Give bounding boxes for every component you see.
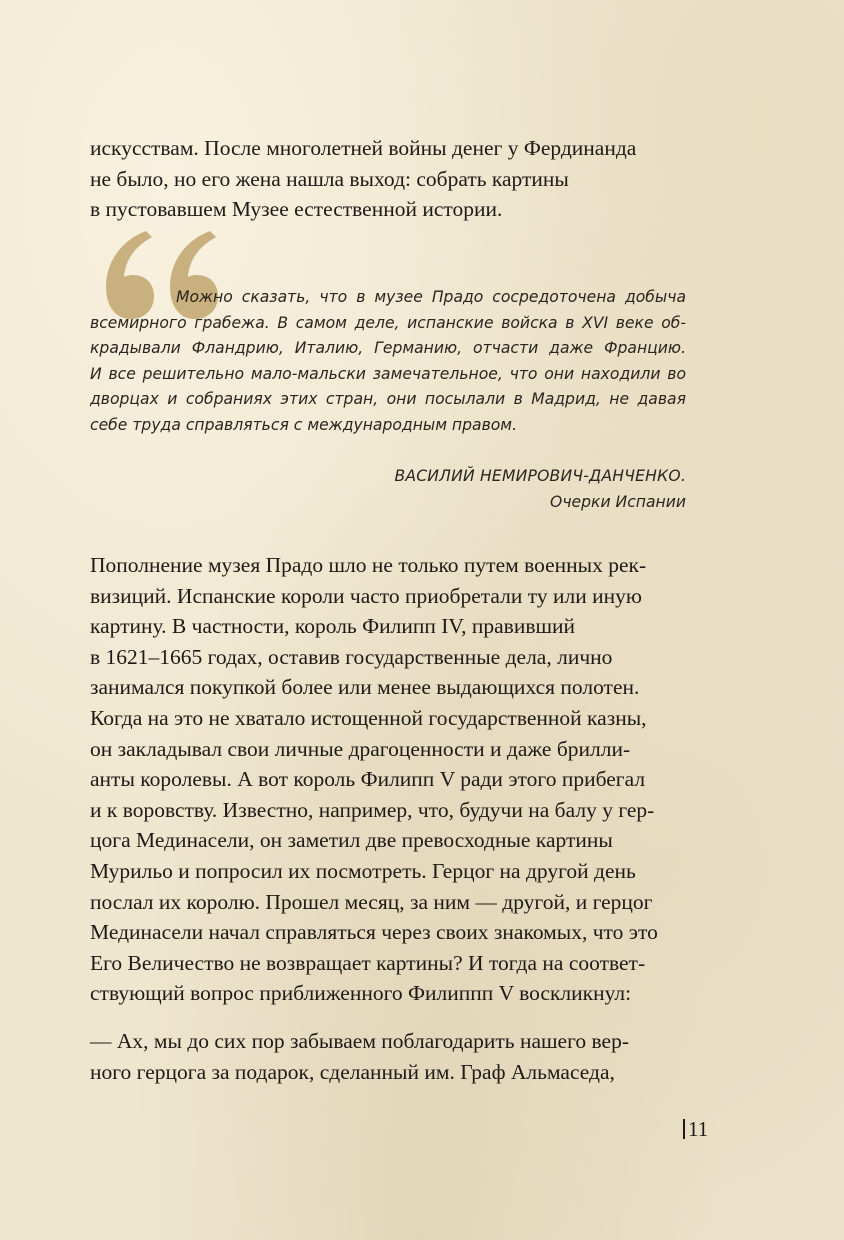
epigraph-line: Можно сказать, что в музее Прадо сосредоточена добыча — [176, 288, 686, 306]
text-line: послал их королю. Прошел месяц, за ним — другой, и герцог — [90, 889, 653, 914]
text-line: картину. В частности, король Филипп IV, правивший — [90, 614, 576, 639]
epigraph-quote — [90, 285, 686, 439]
page-number — [683, 1115, 708, 1143]
text-line: он закладывал свои личные драгоценности и даже брилли- — [90, 736, 631, 761]
epigraph-line: себе труда справляться с международным правом. — [90, 415, 518, 434]
text-line: в 1621–1665 годах, оставив государственные дела, лично — [90, 644, 613, 669]
epigraph-line: крадывали Фландрию, Италию, Германию, отчасти даже Францию. — [90, 339, 686, 358]
dialogue-paragraph — [90, 1026, 690, 1087]
text-line: не было, но его жена нашла выход: собрать картины — [90, 166, 569, 191]
text-line: Мединасели начал справляться через своих знакомых, что это — [90, 920, 658, 945]
epigraph-line: всемирного грабежа. В самом деле, испанские войска в XVI веке об- — [90, 313, 686, 332]
quote-author: ВАСИЛИЙ НЕМИРОВИЧ-ДАНЧЕНКО. — [394, 467, 686, 485]
text-line: цога Мединасели, он заметил две превосходные картины — [90, 828, 613, 853]
text-line: Мурильо и попросил их посмотреть. Герцог на другой день — [90, 858, 636, 883]
text-line: визиций. Испанские короли часто приобретали ту или иную — [90, 583, 642, 608]
text-line: Его Величество не возвращает картины? И тогда на соответ- — [90, 950, 646, 975]
text-line: — Ах, мы до сих пор забываем поблагодарить нашего вер- — [90, 1029, 629, 1053]
text-line: Когда на это не хватало истощенной государственной казны, — [90, 705, 647, 730]
text-line: в пустовавшем Музее естественной истории. — [90, 197, 503, 222]
page-number-divider — [683, 1119, 685, 1139]
text-line: ного герцога за подарок, сделанный им. Граф Альмаседа, — [90, 1059, 615, 1084]
quote-source: Очерки Испании — [550, 493, 686, 511]
epigraph-line: дворцах и собраниях этих стран, они посылали в Мадрид, не давая — [90, 390, 686, 409]
text-line: искусствам. После многолетней войны денег у Фердинанда — [90, 136, 637, 160]
epigraph-attribution — [394, 463, 686, 515]
top-paragraph — [90, 133, 690, 225]
page-number-value: 11 — [688, 1117, 709, 1141]
text-line: анты королевы. А вот король Филипп V ради этого прибегал — [90, 767, 646, 792]
text-line: и к воровству. Известно, например, что, будучи на балу у гер- — [90, 797, 655, 822]
epigraph-line: И все решительно мало-мальски замечательное, что они находили во — [90, 364, 686, 383]
text-line: Пополнение музея Прадо шло не только путем военных рек- — [90, 553, 647, 577]
text-line: ствующий вопрос приближенного Филиппп V воскликнул: — [90, 981, 632, 1006]
text-line: занимался покупкой более или менее выдающихся полотен. — [90, 675, 640, 700]
main-paragraph — [90, 550, 690, 1009]
